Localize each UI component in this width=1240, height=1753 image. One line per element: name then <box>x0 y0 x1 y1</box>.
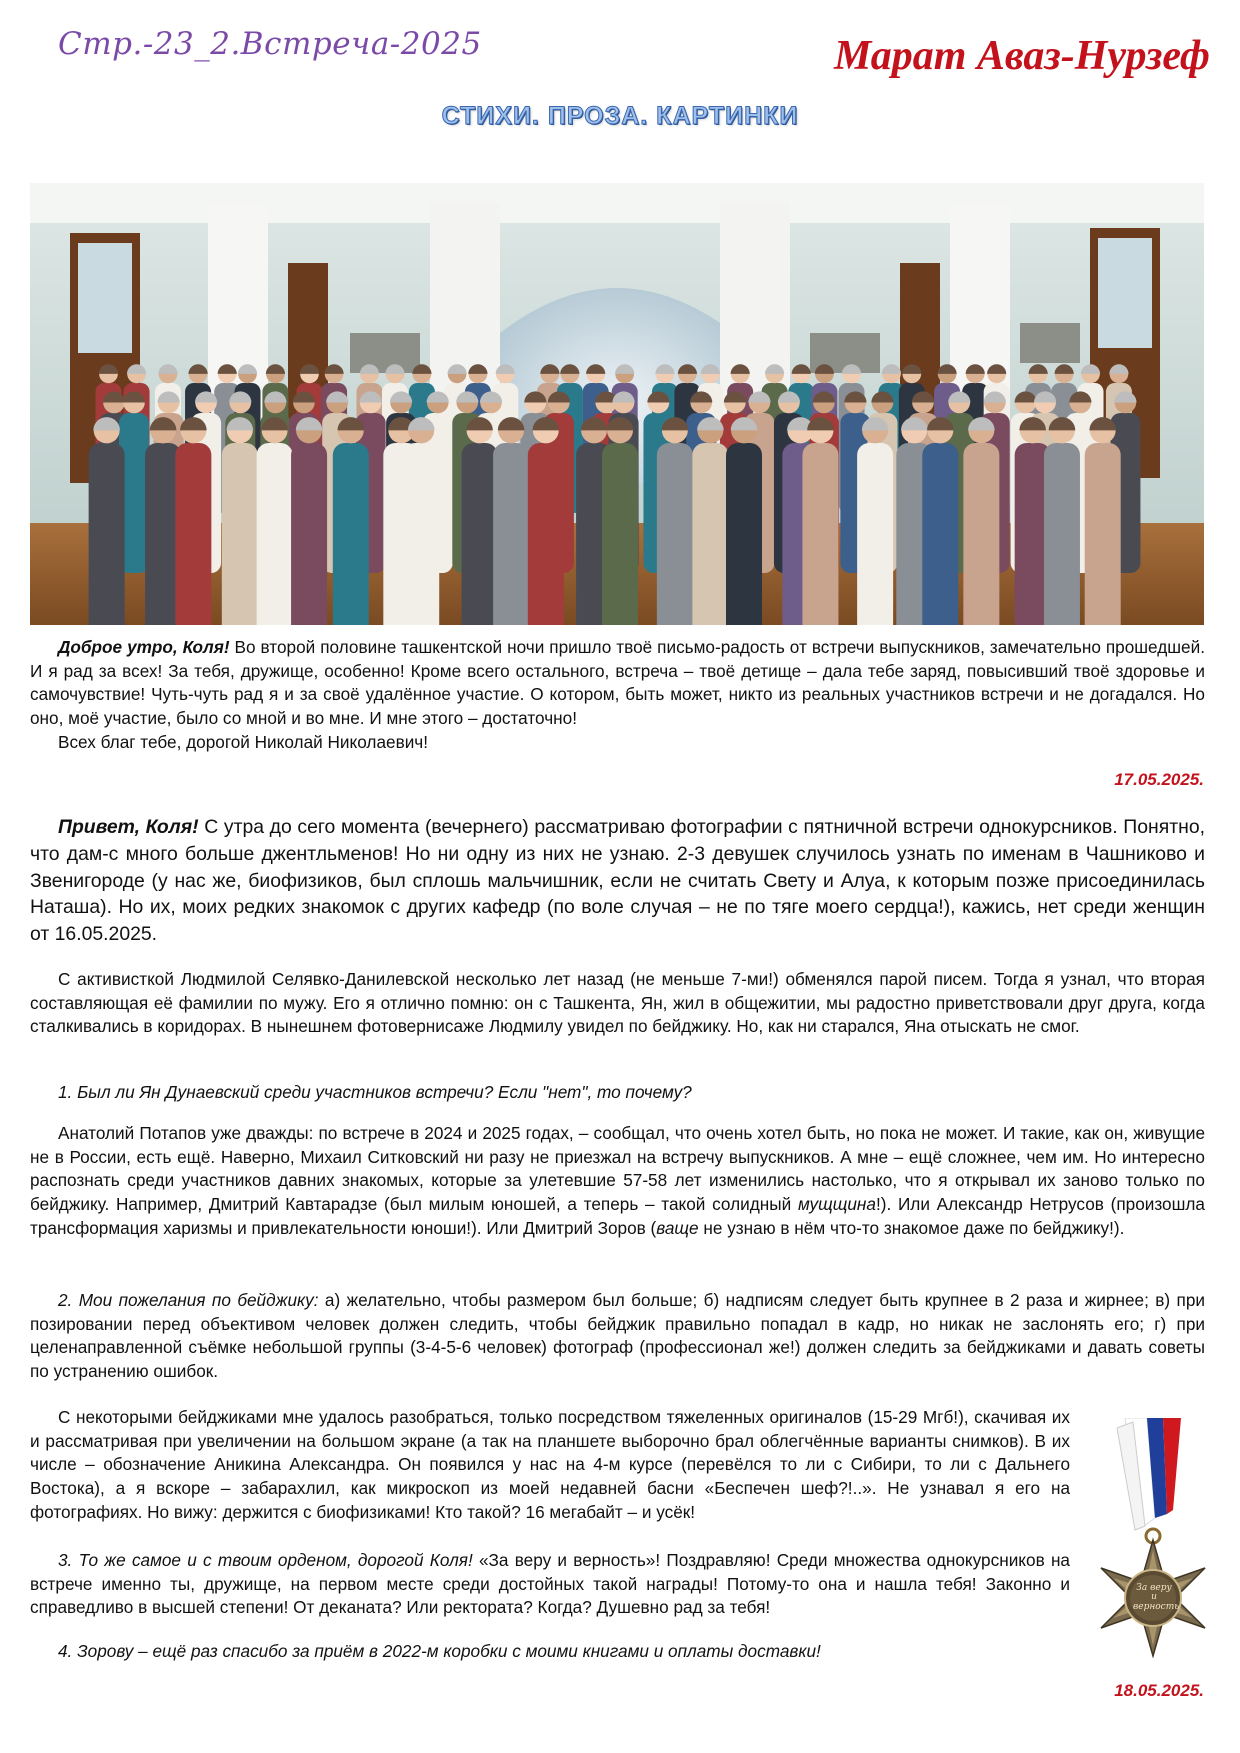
date-2: 18.05.2025. <box>1114 1681 1204 1700</box>
letter-1-closing: Всех благ тебе, дорогой Николай Николаевич! <box>58 731 429 752</box>
medal-image <box>1085 1418 1215 1658</box>
question-4-block <box>30 1640 1070 1664</box>
letter-2-p4-block <box>30 1289 1205 1384</box>
question-1: 1. Был ли Ян Дунаевский среди участников встречи? Если "нет", то почему? <box>58 1082 692 1102</box>
letter-2-p5: С некоторыми бейджиками мне удалось разобраться, только посредством тяжеленных оригиналов (15-29 Мгб!), скачивая их и рассматривая при увеличении на большом экране (а так на планшете выборочно брал облегчённые варианты снимков). В их числе – обозначение Аникина Александра. Он появился у нас на 4-м курсе (перевёлся то ли с Сибири, то ли с Дальнего Востока), а я вскоре – забарахлил, как микроскоп из моей недавней басни «Беспечен шеф?!..». Не узнавал я его на фотографиях. Но вижу: держится с биофизиками! Кто такой? 16 мегабайт – и усёк! <box>30 1407 1070 1522</box>
medal-inscription: За веру и верность <box>1133 1583 1180 1612</box>
question-2: 2. Мои пожелания по бейджику: <box>58 1290 319 1310</box>
question-4: 4. Зорову – ещё раз спасибо за приём в 2022-м коробки с моими книгами и оплаты доставки! <box>58 1641 821 1661</box>
date-1: 17.05.2025. <box>1114 770 1204 789</box>
letter-2-p1: Привет, Коля! С утра до сего момента (вечернего) рассматриваю фотографии с пятничной встречи однокурсников. Понятно, что дам-с много больше джентльменов! Но ни одну из них не узнаю. 2-3 девушек случилось узнать по именам в Чашниково и Звенигороде (у нас же, биофизиков, был сплошь мальчишник, если не считать Свету и Алуа, к которым позже присоединилась Наташа). Но их, моих редких знакомок с других кафедр (по воле случая – не по тяге моего сердца!), кажись, нет среди женщин от 16.05.2025. <box>30 816 1206 946</box>
letter-2-p6-block <box>30 1549 1070 1620</box>
letter-2-p3-block <box>30 1122 1205 1241</box>
letter-2-p5-block <box>30 1406 1070 1525</box>
page-label: Стр.-23_2.Встреча-2025 <box>58 26 482 62</box>
letter-2-greeting: Привет, Коля! <box>58 816 199 838</box>
question-3: 3. То же самое и с твоим орденом, дорогой Коля! <box>58 1550 473 1570</box>
letter-2-p2: С активисткой Людмилой Селявко-Данилевской несколько лет назад (не меньше 7-ми!) обменялся парой писем. Тогда я узнал, что вторая составляющая её фамилии по мужу. Его я отлично помню: он с Ташкента, Ян, жил в общежитии, мы радостно приветствовали друг друга, когда сталкивались в коридорах. В нынешнем фотовернисаже Людмилу увидел по бейджику. Но, как ни старался, Яна отыскать не смог. <box>30 969 1205 1037</box>
letter-1 <box>30 636 1205 755</box>
question-1-block <box>30 1081 1205 1105</box>
group-photo <box>30 183 1204 625</box>
author-name: Марат Аваз-Нурзеф <box>833 33 1210 79</box>
letter-2-p4: 2. Мои пожелания по бейджику: а) желательно, чтобы размером был больше; б) надписям следует быть крупнее в 2 раза и жирнее; в) при позировании перед объективом человек должен следить, чтобы бейджик правильно попадал в кадр, но никак не заслонять его; г) при целенаправленной съёмке небольшой группы (3-4-5-6 человек) фотограф (профессионал же!) должен следить за бейджиками и давать советы по устранению ошибок. <box>30 1290 1205 1382</box>
letter-1-body: Доброе утро, Коля! Во второй половине ташкентской ночи пришло твоё письмо-радость от встречи выпускников, замечательно прошедшей. И я рад за всех! За тебя, дружище, особенно! Кроме всего остального, встреча – твоё детище – дала тебе заряд, повысивший твоё здоровье и самочувствие! Чуть-чуть рад я и за своё удалённое участие. О котором, быть может, никто из реальных участников встречи и не догадался. Но оно, моё участие, было со мной и во мне. И мне этого – достаточно! <box>30 637 1205 729</box>
letter-2-intro <box>30 814 1205 948</box>
letter-2-p6: 3. То же самое и с твоим орденом, дорогой Коля! «За веру и верность»! Поздравляю! Среди множества однокурсников на встрече именно ты, дружище, на первом месте среди достойных такой награды! Потому-то она и нашла тебя! Законно и справедливо в высшей степени! От деканата? Или ректората? Когда? Душевно рад за тебя! <box>30 1550 1070 1618</box>
letter-2-p3: Анатолий Потапов уже дважды: по встрече в 2024 и 2025 годах, – сообщал, что очень хотел быть, но пока не может. И такие, как он, живущие не в России, есть ещё. Наверно, Михаил Ситковский ни разу не приезжал на встречу выпускников. А мне – ещё сложнее, чем им. Но интересно распознать среди участников давних знакомых, которые за улетевшие 57-58 лет изменились настолько, что я открывал их заново только по бейджику. Например, Дмитрий Кавтарадзе (был милым юношей, а теперь – такой солидный мущщина!). Или Александр Нетрусов (произошла трансформация харизмы и привлекательности юноши!). Или Дмитрий Зоров (ваще не узнаю в нём что-то знакомое даже по бейджику!). <box>30 1123 1205 1238</box>
letter-1-greeting: Доброе утро, Коля! <box>58 637 230 657</box>
section-title: СТИХИ. ПРОЗА. КАРТИНКИ <box>441 102 799 130</box>
letter-2-p2-block <box>30 968 1205 1039</box>
